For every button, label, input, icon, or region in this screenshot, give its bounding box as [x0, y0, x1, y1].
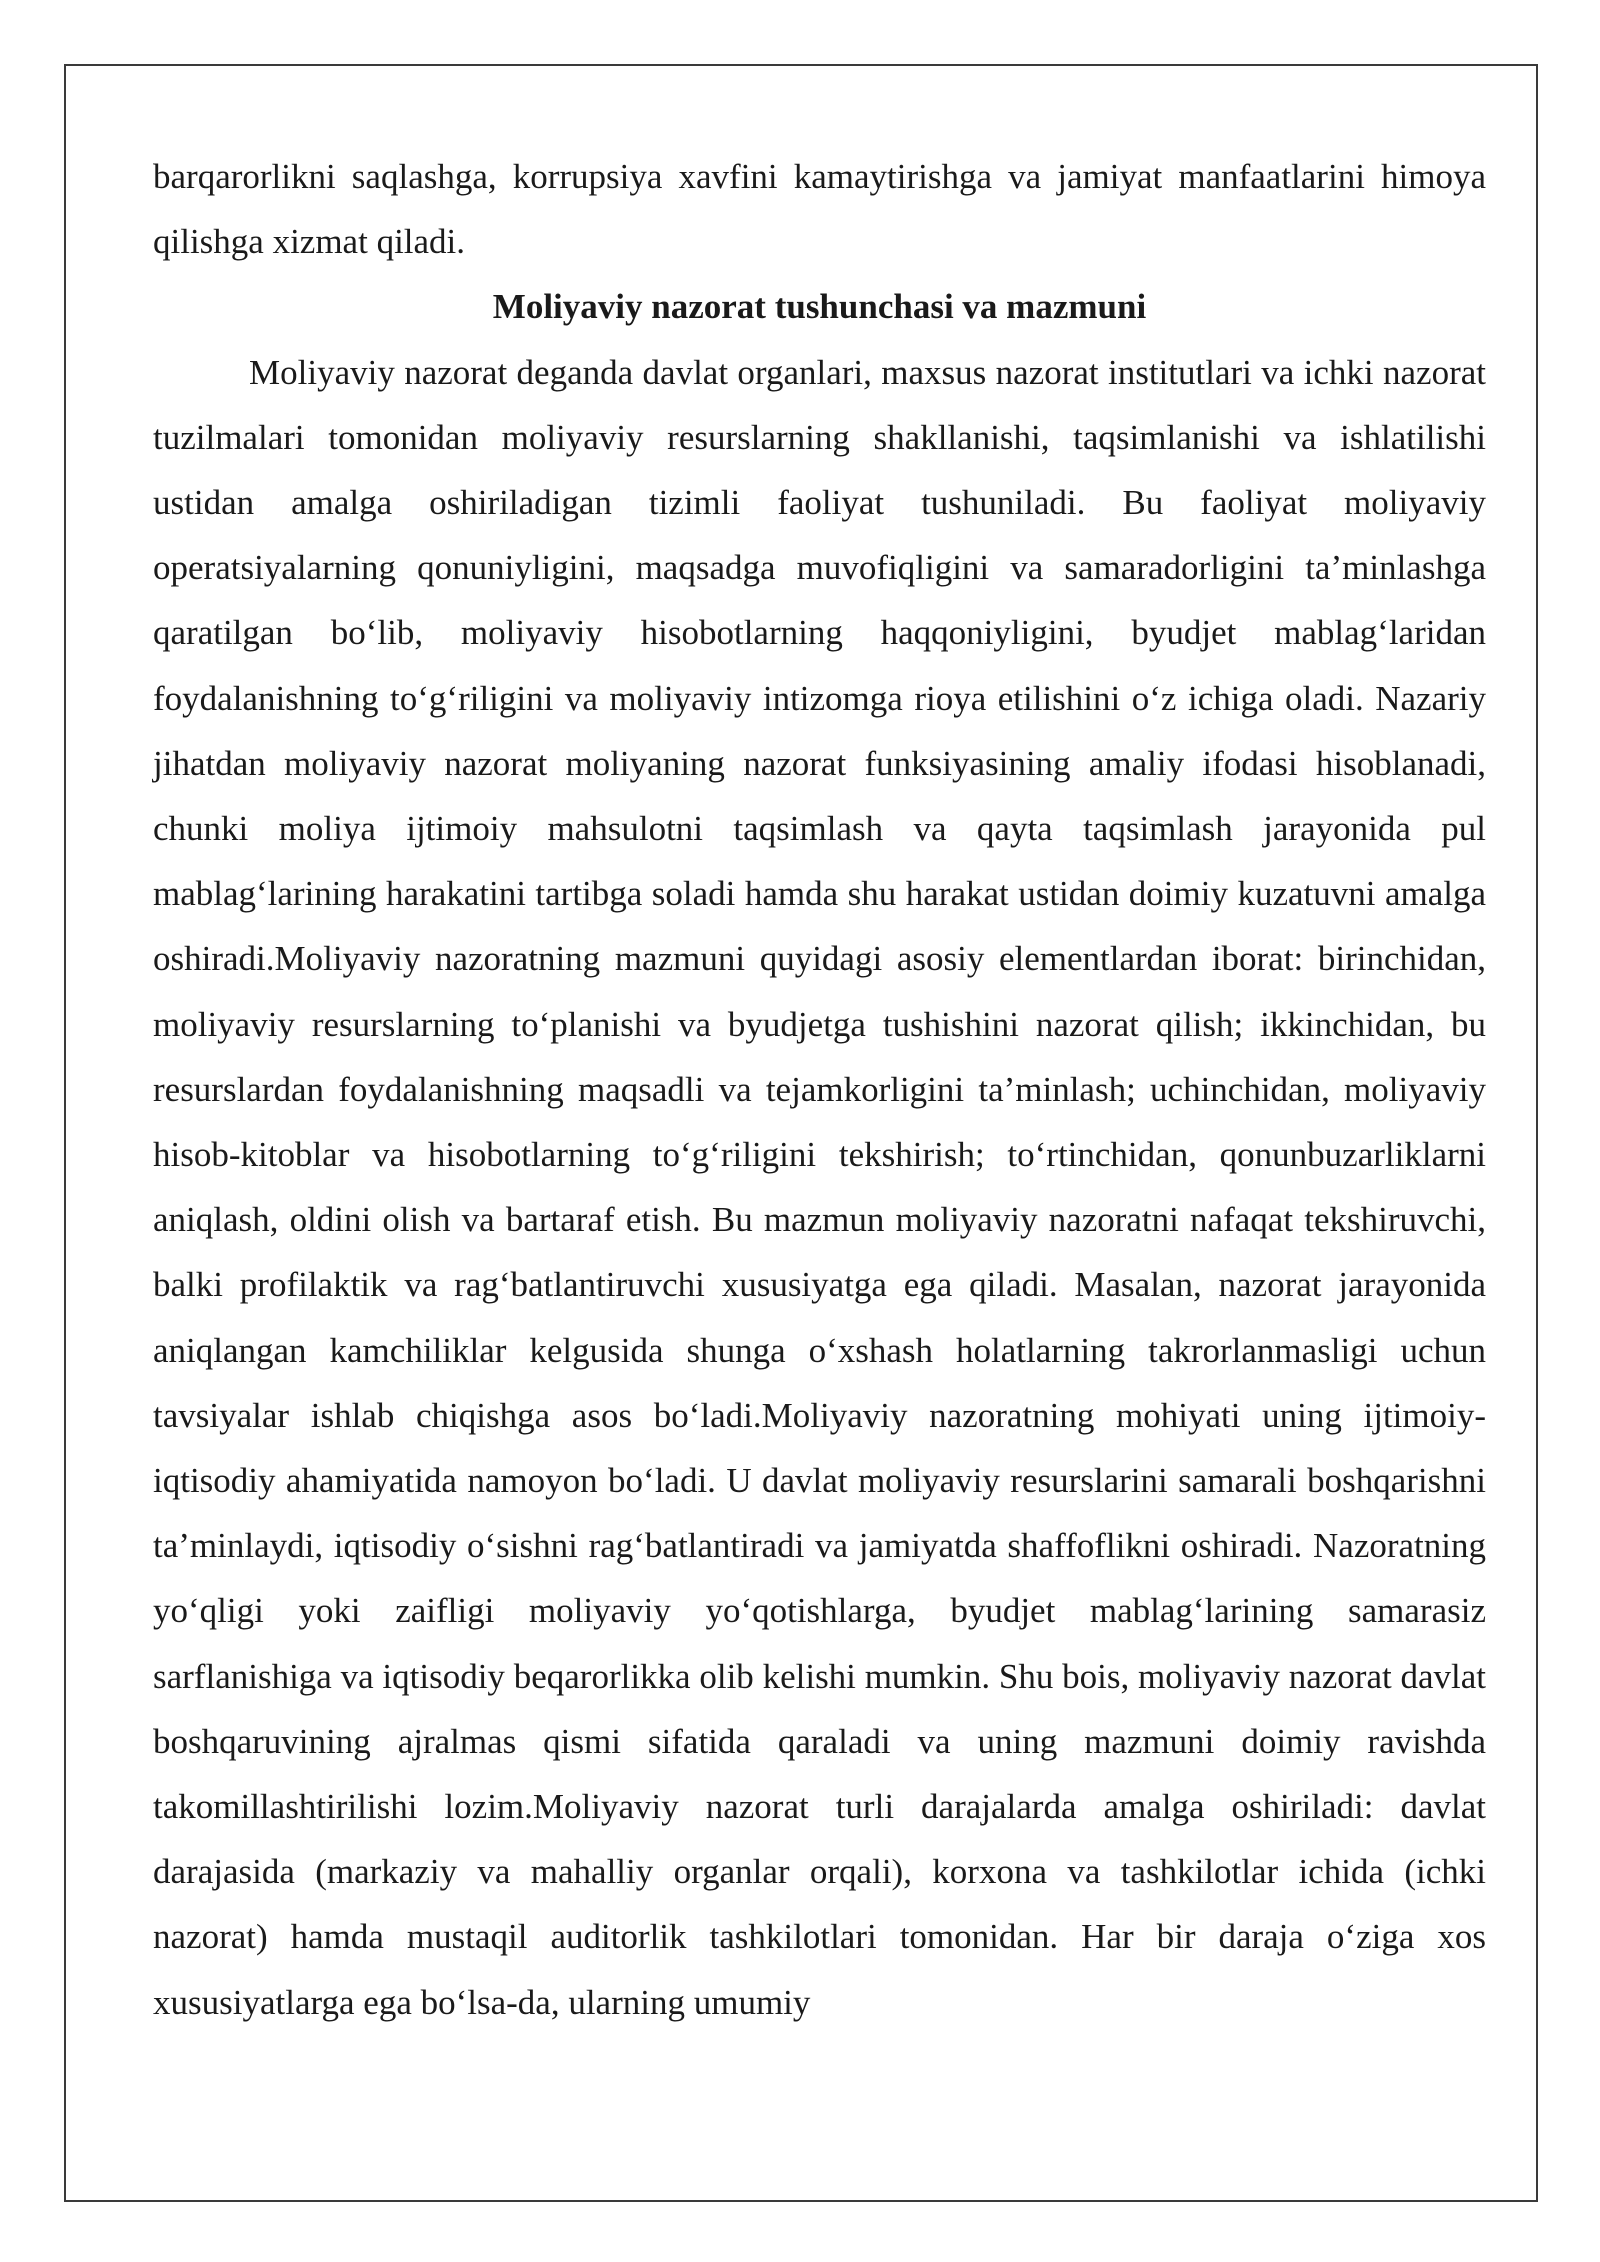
section-heading: Moliyaviy nazorat tushunchasi va mazmuni — [492, 287, 1147, 327]
body-paragraph: Moliyaviy nazorat deganda davlat organlari, maxsus nazorat institutlari va ichki nazorat tuzilmalari tomonidan moliyaviy resurslarning shakllanishi, taqsimlanishi va ishlatilishi ustidan amalga oshiriladigan tizimli faoliyat tushuniladi. Bu faoliyat moliyaviy operatsiyalarning qonuniyligini, maqsadga muvofiqligini va samaradorligini ta’minlashga qaratilgan bo‘lib, moliyaviy hisobotlarning haqqoniyligini, byudjet mablag‘laridan foydalanishning to‘g‘riligini va moliyaviy intizomga rioya etilishini o‘z ichiga oladi. Nazariy jihatdan moliyaviy nazorat moliyaning nazorat funksiyasining amaliy ifodasi hisoblanadi, chunki moliya ijtimoiy mahsulotni taqsimlash va qayta taqsimlash jarayonida pul mablag‘larining harakatini tartibga soladi hamda shu harakat ustidan doimiy kuzatuvni amalga oshiradi.Moliyaviy nazoratning mazmuni quyidagi asosiy elementlardan iborat: birinchidan, moliyaviy resurslarning to‘planishi va byudjetga tushishini nazorat qilish; ikkinchidan, bu resurslardan foydalanishning maqsadli va tejamkorligini ta’minlash; uchinchidan, moliyaviy hisob-kitoblar va hisobotlarning to‘g‘riligini tekshirish; to‘rtinchidan, qonunbuzarliklarni aniqlash, oldini olish va bartaraf etish. Bu mazmun moliyaviy nazoratni nafaqat tekshiruvchi, balki profilaktik va rag‘batlantiruvchi xususiyatga ega qiladi. Masalan, nazorat jarayonida aniqlangan kamchiliklar kelgusida shunga o‘xshash holatlarning takrorlanmasligi uchun tavsiyalar ishlab chiqishga asos bo‘ladi.Moliyaviy nazoratning mohiyati uning ijtimoiy-iqtisodiy ahamiyatida namoyon bo‘ladi. U davlat moliyaviy resurslarini samarali boshqarishni ta’minlaydi, iqtisodiy o‘sishni rag‘batlantiradi va jamiyatda shaffoflikni oshiradi. Nazoratning yo‘qligi yoki zaifligi moliyaviy yo‘qotishlarga, byudjet mablag‘larining samarasiz sarflanishiga va iqtisodiy beqarorlikka olib kelishi mumkin. Shu bois, moliyaviy nazorat davlat boshqaruvining ajralmas qismi sifatida qaraladi va uning mazmuni doimiy ravishda takomillashtirilishi lozim.Moliyaviy nazorat turli darajalarda amalga oshiriladi: davlat darajasida (markaziy va mahalliy organlar orqali), korxona va tashkilotlar ichida (ichki nazorat) hamda mustaqil auditorlik tashkilotlari tomonidan. Har bir daraja o‘ziga xos xususiyatlarga ega bo‘lsa-da, ularning umumiy — [153, 352, 1486, 2022]
continuation-paragraph: barqarorlikni saqlashga, korrupsiya xavfini kamaytirishga va jamiyat manfaatlarini himoya qilishga xizmat qiladi. — [153, 157, 1486, 262]
document-body — [153, 144, 1486, 2035]
